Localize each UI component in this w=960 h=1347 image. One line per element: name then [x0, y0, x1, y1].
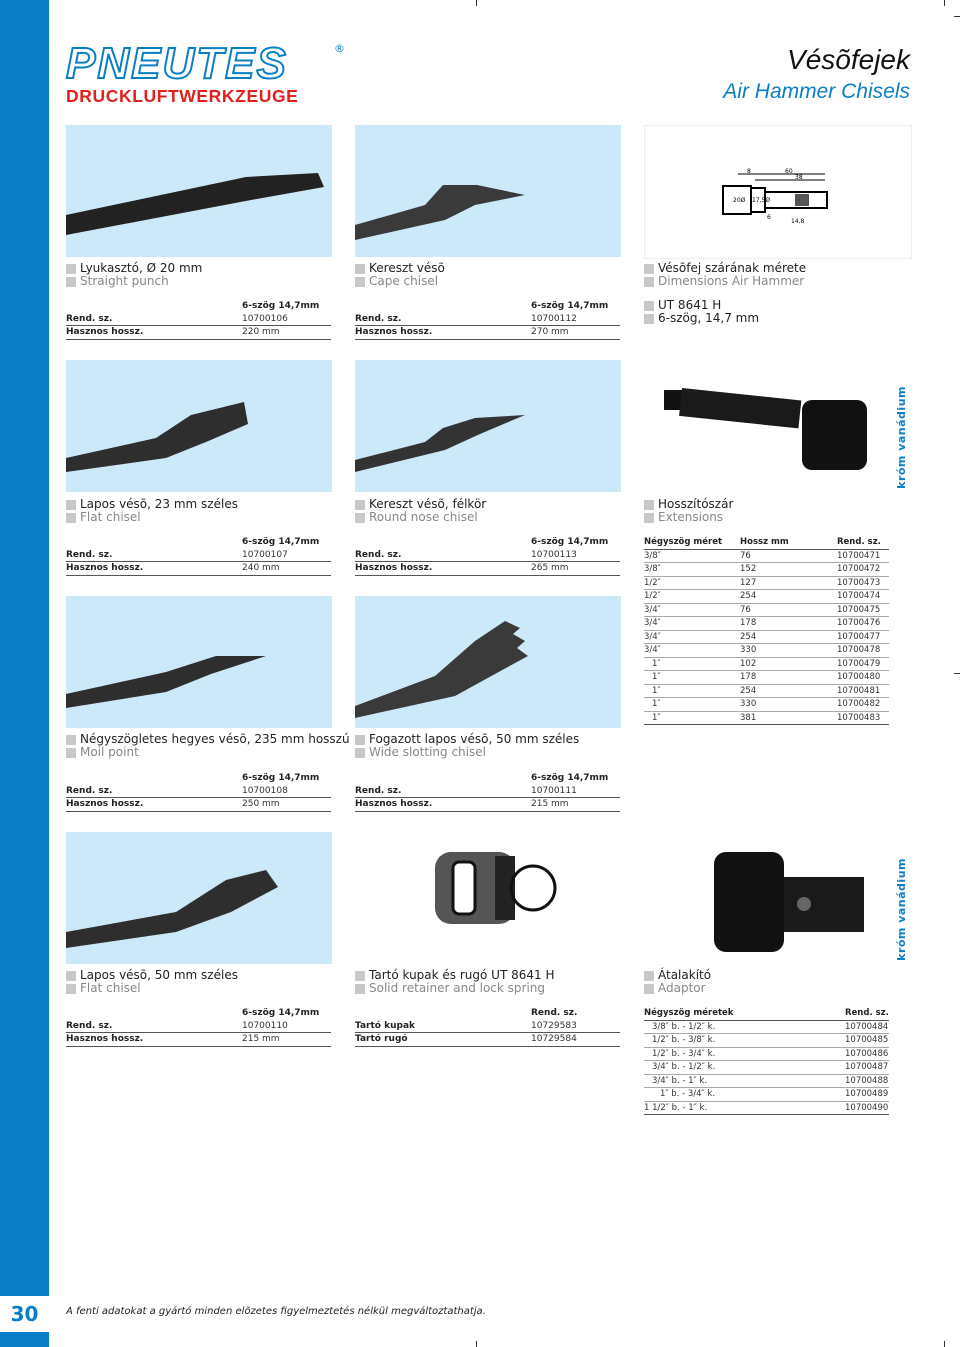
header-square-sizes: Négyszög méretek: [644, 1008, 734, 1018]
crop-mark: [476, 1341, 477, 1347]
header-order-number: Rend. sz.: [845, 1008, 889, 1018]
table-row: 3/8″ b. - 1/2″ k. 10700484: [644, 1021, 889, 1035]
moil-point-caption: [66, 733, 350, 759]
material-label: króm vanádium: [895, 858, 908, 961]
header-length: Hossz mm: [740, 537, 789, 547]
spec-header: 6-szög 14,7mm: [531, 301, 609, 311]
table-row: 1/2″ b. - 3/8″ k. 10700485: [644, 1034, 889, 1048]
product-name-en: Flat chisel: [80, 510, 141, 524]
dim-14-8: 14,8: [791, 218, 805, 225]
shank-model: UT 8641 H: [658, 298, 722, 312]
table-row: 3/4″ 178 10700476: [644, 617, 889, 631]
straight-punch-image: [66, 125, 332, 257]
flat-chisel-image: [66, 360, 332, 492]
retainer-cap-label: Tartó kupak: [355, 1020, 416, 1031]
table-row: 3/4″ b. - 1/2″ k. 10700487: [644, 1061, 889, 1075]
brand-tagline: DRUCKLUFTWERKZEUGE: [66, 86, 299, 106]
length-label: Hasznos hossz.: [355, 799, 433, 809]
product-name-en: Round nose chisel: [369, 510, 478, 524]
crop-mark: [944, 0, 945, 6]
table-row: 1″ 330 10700482: [644, 698, 889, 712]
extension-caption: [644, 498, 733, 524]
page-title: [723, 44, 910, 104]
straight-punch-spec: [66, 300, 331, 340]
registered-mark: ®: [334, 42, 345, 55]
table-row: 1/2″ 127 10700473: [644, 577, 889, 591]
moil-point-photo: [66, 596, 332, 728]
adaptor-image: [644, 832, 910, 964]
round-nose-chisel-image: [355, 360, 621, 492]
product-name-en: Adaptor: [658, 981, 706, 995]
order-number: 10700111: [531, 785, 577, 796]
dim-17-5: 17,5Ø: [752, 197, 771, 204]
product-name-hu: Átalakító: [658, 968, 712, 982]
length-value: 265 mm: [531, 563, 569, 573]
length-label: Hasznos hossz.: [66, 327, 144, 337]
spec-header: 6-szög 14,7mm: [531, 773, 609, 783]
order-label: Rend. sz.: [355, 549, 402, 560]
table-row: 1″ 254 10700481: [644, 685, 889, 699]
length-value: 215 mm: [531, 799, 569, 809]
order-label: Rend. sz.: [66, 1020, 113, 1031]
product-name-en: Wide slotting chisel: [369, 745, 486, 759]
dimension-diagram: [644, 125, 912, 259]
product-name-en: Straight punch: [80, 274, 169, 288]
straight-punch-photo: [66, 125, 332, 257]
product-name-hu: Kereszt vésõ, félkör: [369, 497, 487, 511]
order-number: 10700110: [242, 1020, 288, 1031]
table-row: 1″ 381 10700483: [644, 712, 889, 726]
product-name-en: Moil point: [80, 745, 139, 759]
product-name-hu: Kereszt vésõ: [369, 261, 445, 275]
product-name-hu: Lapos vésõ, 50 mm széles: [80, 968, 238, 982]
retainer-photo: [355, 832, 621, 964]
length-value: 240 mm: [242, 563, 280, 573]
product-name-en: Extensions: [658, 510, 724, 524]
length-label: Hasznos hossz.: [66, 799, 144, 809]
length-value: 250 mm: [242, 799, 280, 809]
brand-name: PNEUTES: [66, 39, 288, 88]
cape-chisel-photo: [355, 125, 621, 257]
crop-mark: [944, 1341, 945, 1347]
flat-chisel-photo: [66, 360, 332, 492]
spec-header: Rend. sz.: [531, 1008, 578, 1018]
product-name-hu: Vésõfej szárának mérete: [658, 261, 807, 275]
table-row: 1 1/2″ b. - 1″ k. 10700490: [644, 1102, 889, 1116]
order-number: 10700106: [242, 313, 288, 324]
table-header: [644, 1007, 889, 1021]
dimension-caption: [644, 262, 806, 288]
length-label: Hasznos hossz.: [66, 1034, 144, 1044]
shank-hex: 6-szög, 14,7 mm: [658, 311, 760, 325]
wide-flat-chisel-spec: [66, 1007, 331, 1047]
spec-header: 6-szög 14,7mm: [242, 1008, 320, 1018]
retainer-caption: [355, 969, 554, 995]
product-name-en: Cape chisel: [369, 274, 439, 288]
cape-chisel-image: [355, 125, 621, 257]
table-row: 1″ b. - 3/4″ k. 10700489: [644, 1088, 889, 1102]
order-number: 10700107: [242, 549, 288, 560]
product-name-en: Solid retainer and lock spring: [369, 981, 546, 995]
title-hungarian: Vésõfejek: [787, 44, 910, 75]
round-nose-chisel-photo: [355, 360, 621, 492]
flat-chisel-caption: [66, 498, 238, 524]
order-number: 10700113: [531, 549, 577, 560]
table-row: 1/2″ 254 10700474: [644, 590, 889, 604]
dim-6: 6: [767, 214, 771, 221]
table-row: 3/4″ 330 10700478: [644, 644, 889, 658]
product-name-hu: Lyukasztó, Ø 20 mm: [80, 261, 203, 275]
brand-logo: [66, 39, 366, 106]
round-nose-chisel-spec: [355, 536, 620, 576]
slotting-chisel-image: [355, 596, 621, 728]
order-number: 10700108: [242, 785, 288, 796]
side-bar: [0, 0, 49, 1347]
length-value: 220 mm: [242, 327, 280, 337]
retainer-cap-number: 10729583: [531, 1020, 577, 1031]
crop-mark: [476, 0, 477, 6]
product-name-hu: Tartó kupak és rugó UT 8641 H: [369, 968, 555, 982]
slotting-chisel-photo: [355, 596, 621, 728]
table-row: 1/2″ b. - 3/4″ k. 10700486: [644, 1048, 889, 1062]
straight-punch-caption: [66, 262, 202, 288]
dim-8: 8: [747, 168, 751, 175]
spec-header: 6-szög 14,7mm: [242, 773, 320, 783]
table-row: 3/4″ 254 10700477: [644, 631, 889, 645]
order-label: Rend. sz.: [66, 313, 113, 324]
flat-chisel-spec: [66, 536, 331, 576]
slotting-chisel-spec: [355, 772, 620, 812]
crop-mark: [954, 16, 960, 17]
length-value: 215 mm: [242, 1034, 280, 1044]
moil-point-image: [66, 596, 332, 728]
wide-flat-chisel-photo: [66, 832, 332, 964]
dim-60: 60: [785, 168, 793, 175]
product-name-hu: Négyszögletes hegyes vésõ, 235 mm hosszú: [80, 732, 350, 746]
retainer-image: [355, 832, 621, 964]
length-label: Hasznos hossz.: [355, 327, 433, 337]
wide-flat-chisel-caption: [66, 969, 238, 995]
length-label: Hasznos hossz.: [66, 563, 144, 573]
table-row: 1″ 102 10700479: [644, 658, 889, 672]
extension-photo: [644, 360, 910, 492]
order-label: Rend. sz.: [355, 785, 402, 796]
shank-spec: [644, 299, 759, 325]
extension-image: [644, 360, 910, 492]
slotting-chisel-caption: [355, 733, 579, 759]
page-number: 30: [0, 1296, 49, 1332]
shank-drawing: [645, 126, 911, 258]
product-name-hu: Hosszítószár: [658, 497, 734, 511]
crop-mark: [954, 673, 960, 674]
retainer-spec: [355, 1007, 620, 1047]
material-label: króm vanádium: [895, 386, 908, 489]
adaptor-table: [644, 1007, 889, 1115]
table-row: 1″ 178 10700480: [644, 671, 889, 685]
order-label: Rend. sz.: [66, 549, 113, 560]
dim-38: 38: [795, 174, 803, 181]
header-square-size: Négyszög méret: [644, 537, 723, 547]
round-nose-chisel-caption: [355, 498, 486, 524]
spec-header: 6-szög 14,7mm: [242, 301, 320, 311]
cape-chisel-spec: [355, 300, 620, 340]
spec-header: 6-szög 14,7mm: [242, 537, 320, 547]
order-label: Rend. sz.: [355, 313, 402, 324]
table-header: [644, 536, 889, 550]
lock-spring-number: 10729584: [531, 1034, 577, 1044]
spec-header: 6-szög 14,7mm: [531, 537, 609, 547]
order-label: Rend. sz.: [66, 785, 113, 796]
length-label: Hasznos hossz.: [355, 563, 433, 573]
extensions-table: [644, 536, 889, 725]
title-english: Air Hammer Chisels: [723, 80, 910, 103]
order-number: 10700112: [531, 313, 577, 324]
adaptor-photo: [644, 832, 910, 964]
lock-spring-label: Tartó rugó: [355, 1034, 408, 1044]
table-row: 3/8″ 76 10700471: [644, 550, 889, 564]
table-row: 3/8″ 152 10700472: [644, 563, 889, 577]
footer-note: A fenti adatokat a gyártó minden elõzetes figyelmeztetés nélkül megváltoztathatja.: [66, 1306, 486, 1317]
table-row: 3/4″ 76 10700475: [644, 604, 889, 618]
wide-flat-chisel-image: [66, 832, 332, 964]
length-value: 270 mm: [531, 327, 569, 337]
table-row: 3/4″ b. - 1″ k. 10700488: [644, 1075, 889, 1089]
product-name-en: Dimensions Air Hammer: [658, 274, 805, 288]
cape-chisel-caption: [355, 262, 445, 288]
adaptor-caption: [644, 969, 711, 995]
moil-point-spec: [66, 772, 331, 812]
product-name-hu: Lapos vésõ, 23 mm széles: [80, 497, 238, 511]
dim-20: 20Ø: [733, 197, 746, 204]
product-name-hu: Fogazott lapos vésõ, 50 mm széles: [369, 732, 580, 746]
product-name-en: Flat chisel: [80, 981, 141, 995]
header-order-number: Rend. sz.: [837, 537, 881, 547]
